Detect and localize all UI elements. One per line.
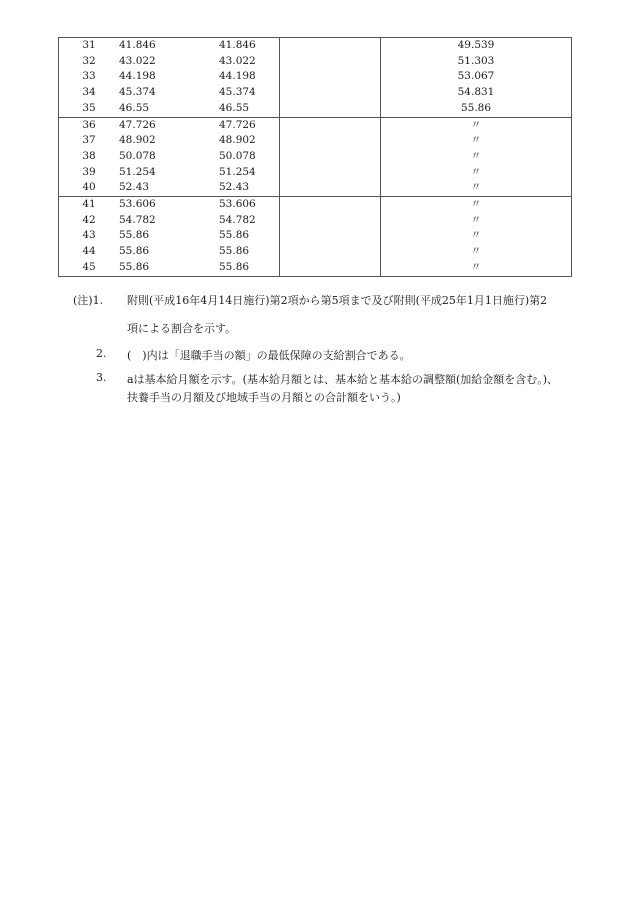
rate-b-cell [203,149,280,165]
note-1-line-1: 附則(平成16年4月14日施行)第2項から第5項まで及び附則(平成25年1月1日施行)第2 [127,294,548,307]
years-cell: 32 [82,54,96,67]
years-cell: 36 [59,117,120,133]
rate-table [58,37,572,277]
rate-a-cell-value: 54.782 [119,213,156,226]
rate-b-cell-value: 47.726 [219,118,256,131]
minimum-rate-cell: 53.067 [381,69,572,85]
years-cell: 42 [82,213,96,226]
note-1-number: (注)1. [73,294,104,307]
blank-cell [280,213,381,229]
rate-a-cell [119,180,203,196]
years-cell: 43 [82,229,96,242]
rate-b-cell [203,101,280,117]
rate-b-cell [203,54,280,70]
table-row [59,165,572,181]
rate-b-cell [203,165,280,181]
minimum-rate-cell: 51.303 [381,54,572,70]
years-cell: 37 [82,134,96,147]
table-row [59,101,572,117]
rate-a-cell-value: 43.022 [119,54,156,67]
minimum-rate-cell: 55.86 [381,101,572,117]
table-row [59,228,572,244]
rate-b-cell-value: 51.254 [219,165,256,178]
minimum-rate-cell: 〃 [381,133,572,149]
rate-b-cell-value: 44.198 [219,70,256,83]
note-1-line-2: 項による割合を示す。 [127,322,237,335]
years-cell: 44 [82,245,96,258]
note-3-line-1: aは基本給月額を示す。(基本給月額とは、基本給と基本給の調整額(加給金額を含む。)、 [127,373,559,386]
rate-table-body [59,38,572,277]
note-2-line-1: ( )内は「退職手当の額」の最低保障の支給割合である。 [127,349,411,362]
rate-a-cell-value: 41.846 [119,39,156,51]
table-row [59,213,572,229]
years-cell: 45 [82,260,96,273]
years-cell: 41 [59,197,120,213]
years-cell: 39 [82,165,96,178]
blank-cell [280,228,381,244]
rate-a-cell-value: 48.902 [119,134,156,147]
table-row [59,149,572,165]
table-row [59,180,572,196]
years-cell: 40 [82,181,96,194]
rate-a-cell [119,213,203,229]
table-row [59,38,572,54]
rate-b-cell [203,69,280,85]
rate-a-cell-value: 44.198 [119,70,156,83]
minimum-rate-cell: 〃 [381,197,572,213]
rate-b-cell [203,180,280,196]
minimum-rate-cell: 〃 [381,165,572,181]
years-cell: 38 [82,149,96,162]
rate-a-cell [119,54,203,70]
rate-a-cell [119,149,203,165]
years-cell: 33 [82,70,96,83]
blank-cell [280,180,381,196]
minimum-rate-cell: 〃 [381,117,572,133]
rate-b-cell-value: 48.902 [219,134,256,147]
rate-a-cell-value: 51.254 [119,165,156,178]
blank-cell [280,165,381,181]
rate-b-cell-value: 41.846 [219,39,256,51]
table-row [59,244,572,260]
blank-cell [280,54,381,70]
years-cell: 34 [82,86,96,99]
minimum-rate-cell: 〃 [381,180,572,196]
rate-b-cell-value: 53.606 [219,198,256,211]
rate-a-cell [119,228,203,244]
rate-a-cell-value: 53.606 [119,198,156,211]
blank-cell [280,101,381,117]
rate-a-cell-value: 50.078 [119,149,156,162]
note-3-number: 3. [96,371,107,384]
blank-cell [280,149,381,165]
blank-cell [280,69,381,85]
years-cell: 35 [82,101,96,114]
blank-cell [280,197,381,213]
table-row [59,54,572,70]
rate-a-cell-value: 47.726 [119,118,156,131]
rate-b-cell [203,133,280,149]
rate-a-cell-value: 55.86 [119,229,150,242]
blank-cell [280,133,381,149]
rate-b-cell [203,244,280,260]
rate-a-cell-value: 55.86 [119,245,150,258]
rate-a-cell [119,244,203,260]
rate-b-cell-value: 54.782 [219,213,256,226]
rate-b-cell [203,228,280,244]
note-2-number: 2. [96,347,107,360]
rate-a-cell [119,165,203,181]
rate-b-cell-value: 52.43 [219,181,250,194]
blank-cell [280,244,381,260]
table-row [59,197,572,213]
rate-a-cell-value: 46.55 [119,101,150,114]
rate-b-cell-value: 43.022 [219,54,256,67]
rate-a-cell [119,117,203,133]
table-row [59,117,572,133]
rate-a-cell [119,133,203,149]
rate-b-cell-value: 45.374 [219,86,256,99]
rate-a-cell [119,101,203,117]
blank-cell [280,85,381,101]
rate-a-cell [119,260,203,276]
rate-a-cell [119,85,203,101]
rate-b-cell [203,213,280,229]
rate-a-cell [119,38,203,54]
rate-b-cell-value: 46.55 [219,101,250,114]
minimum-rate-cell: 49.539 [381,38,572,54]
minimum-rate-cell: 〃 [381,213,572,229]
rate-b-cell [203,38,280,54]
table-row [59,133,572,149]
minimum-rate-cell: 〃 [381,149,572,165]
minimum-rate-cell: 〃 [381,228,572,244]
minimum-rate-cell: 54.831 [381,85,572,101]
rate-b-cell [203,260,280,276]
rate-a-cell [119,69,203,85]
blank-cell [280,260,381,276]
blank-cell [280,117,381,133]
table-row [59,69,572,85]
table-row [59,85,572,101]
table-row [59,260,572,276]
minimum-rate-cell: 〃 [381,244,572,260]
rate-a-cell [119,197,203,213]
rate-b-cell-value: 55.86 [219,260,250,273]
rate-b-cell-value: 50.078 [219,149,256,162]
rate-b-cell [203,117,280,133]
rate-b-cell [203,85,280,101]
note-3-line-2: 扶養手当の月額及び地域手当の月額との合計額をいう。) [127,391,401,404]
blank-cell [280,38,381,54]
rate-b-cell-value: 55.86 [219,229,250,242]
rate-a-cell-value: 52.43 [119,181,150,194]
rate-a-cell-value: 55.86 [119,260,150,273]
rate-b-cell [203,197,280,213]
minimum-rate-cell: 〃 [381,260,572,276]
rate-a-cell-value: 45.374 [119,86,156,99]
rate-b-cell-value: 55.86 [219,245,250,258]
years-cell: 31 [82,39,96,51]
